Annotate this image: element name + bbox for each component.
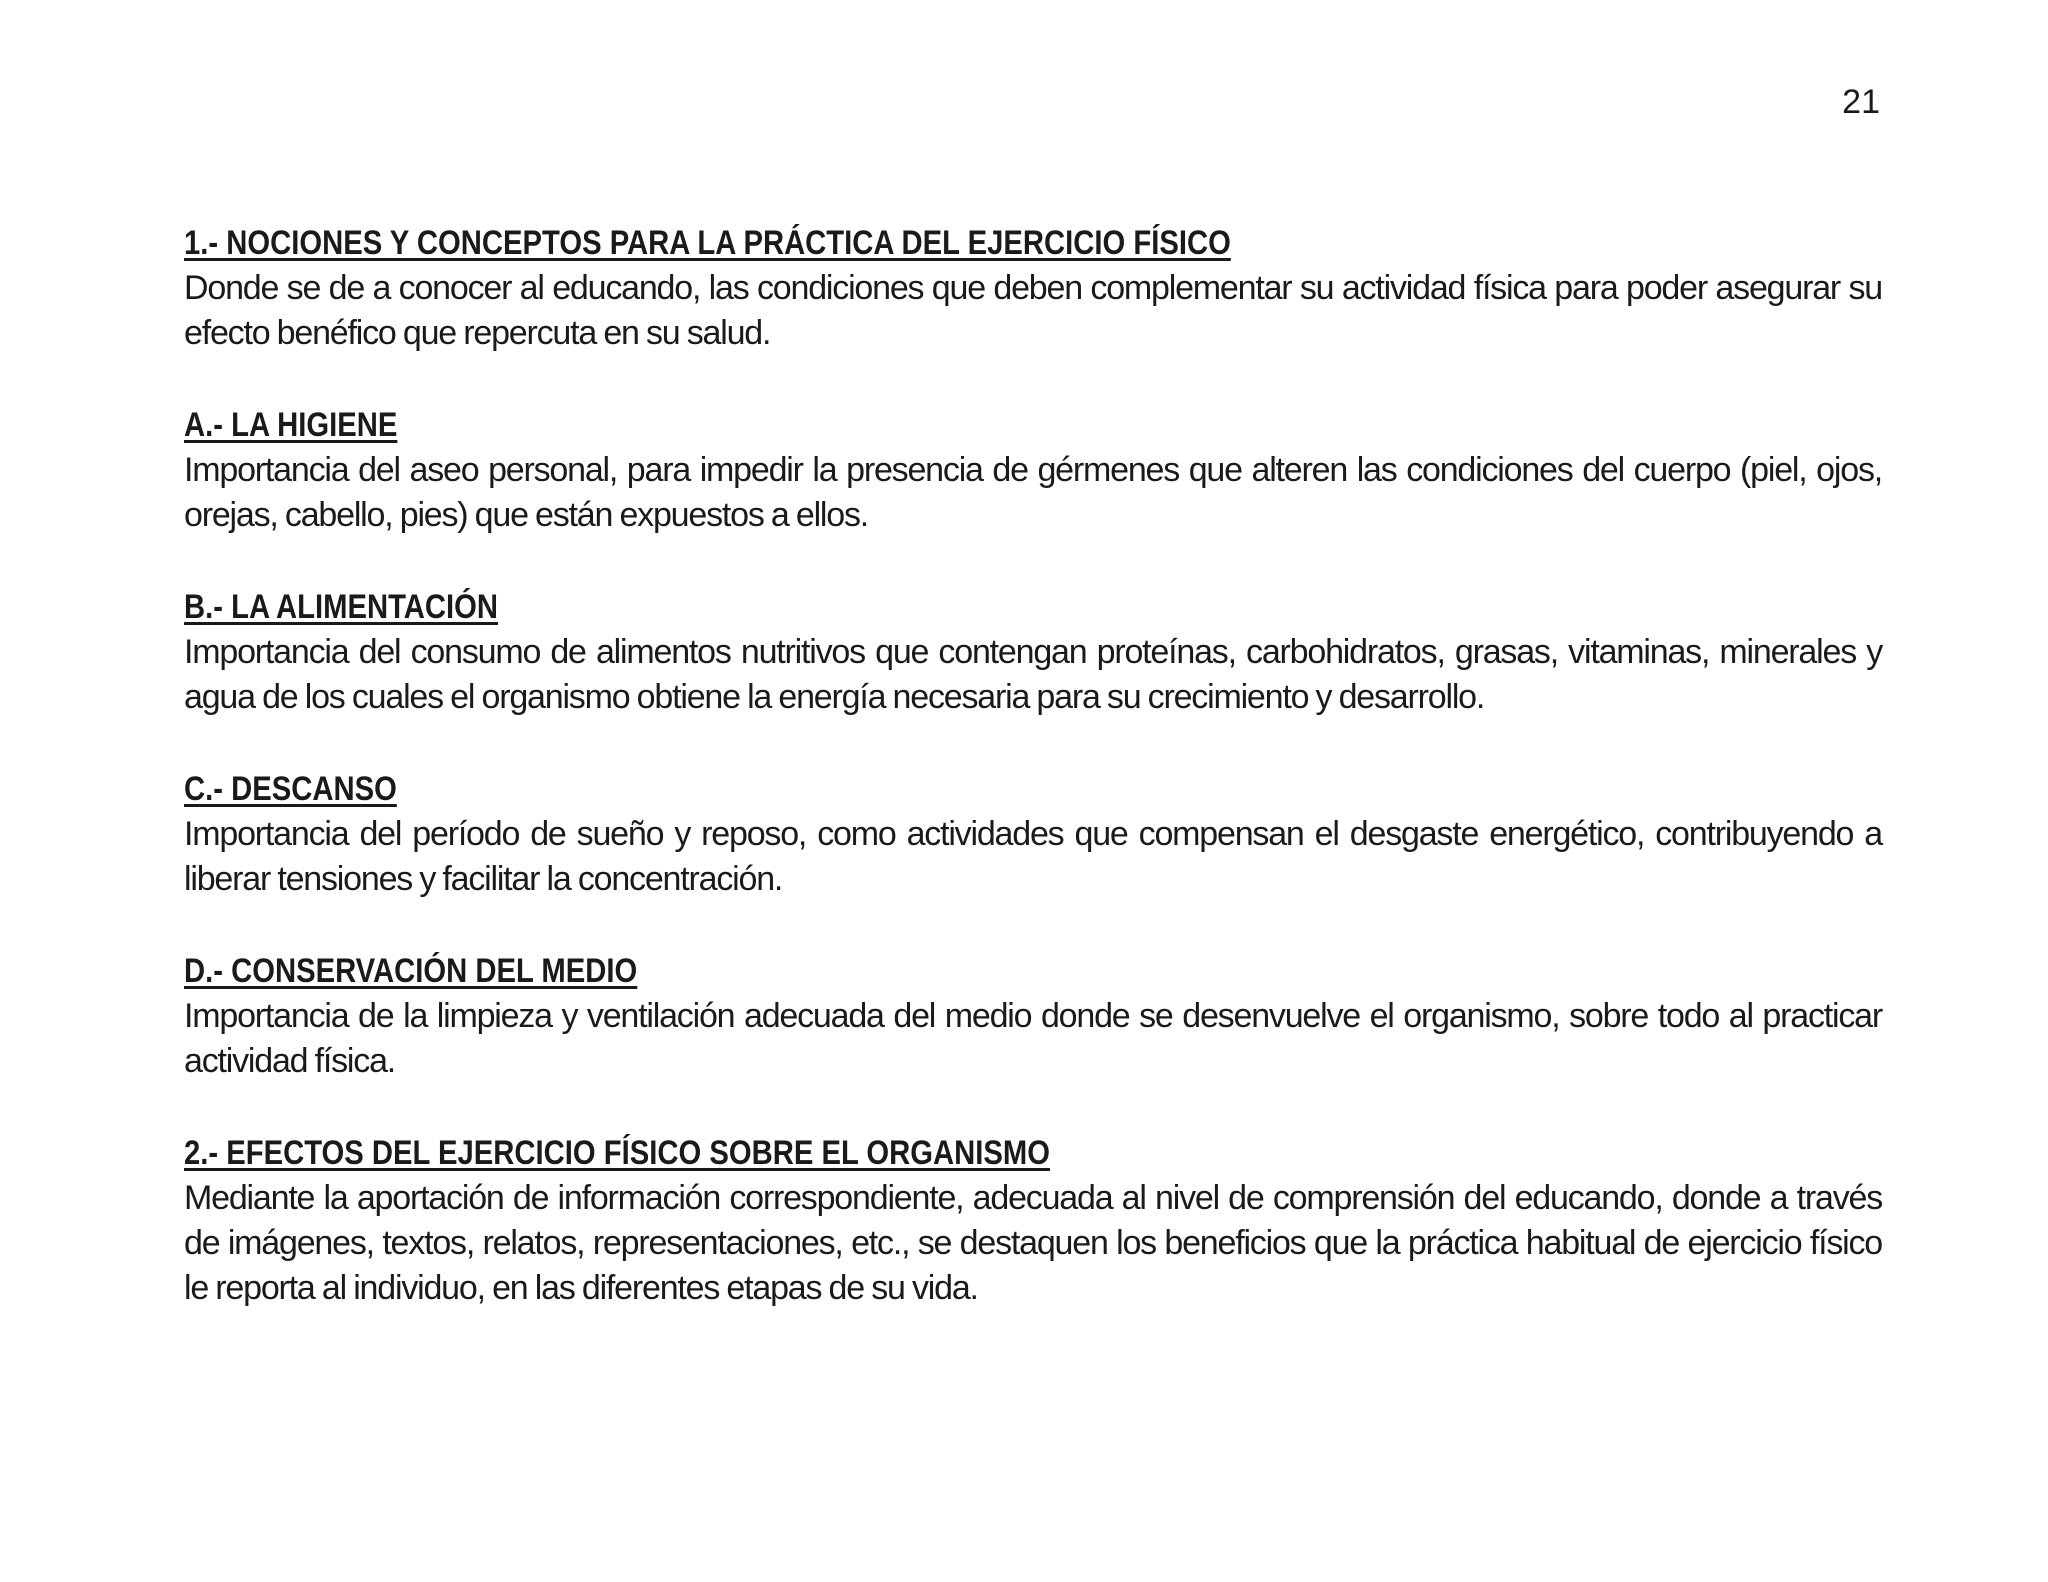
section-body: Mediante la aportación de información correspondiente, adecuada al nivel de comprensión del educando, donde a través de imágenes, textos, relatos, representaciones, etc., se destaquen los beneficios que la práctica habitual de ejercicio físico le reporta al individuo, en las diferentes etapas de su vida. <box>184 1179 1882 1307</box>
document-content <box>184 220 1882 1357</box>
section-body: Importancia del período de sueño y reposo, como actividades que compensan el desgaste energético, contribuyendo a liberar tensiones y facilitar la concentración. <box>184 815 1882 898</box>
section-conservacion-medio <box>184 948 1882 1084</box>
section-higiene <box>184 402 1882 538</box>
section-body: Importancia del aseo personal, para impedir la presencia de gérmenes que alteren las condiciones del cuerpo (piel, ojos, orejas, cabello, pies) que están expuestos a ellos. <box>184 451 1882 534</box>
section-efectos-ejercicio <box>184 1130 1882 1311</box>
section-title: B.- LA ALIMENTACIÓN <box>184 588 499 626</box>
section-title: C.- DESCANSO <box>184 770 397 808</box>
section-title: A.- LA HIGIENE <box>184 406 398 444</box>
section-body: Donde se de a conocer al educando, las condiciones que deben complementar su actividad física para poder asegurar su efecto benéfico que repercuta en su salud. <box>184 269 1882 352</box>
section-alimentacion <box>184 584 1882 720</box>
section-title: 1.- NOCIONES Y CONCEPTOS PARA LA PRÁCTICA DEL EJERCICIO FÍSICO <box>184 224 1231 262</box>
section-nociones-conceptos <box>184 220 1882 356</box>
section-title: D.- CONSERVACIÓN DEL MEDIO <box>184 952 638 990</box>
section-body: Importancia de la limpieza y ventilación adecuada del medio donde se desenvuelve el organismo, sobre todo al practicar actividad física. <box>184 997 1882 1080</box>
page-number: 21 <box>1842 83 1880 121</box>
section-title: 2.- EFECTOS DEL EJERCICIO FÍSICO SOBRE EL ORGANISMO <box>184 1134 1050 1172</box>
section-body: Importancia del consumo de alimentos nutritivos que contengan proteínas, carbohidratos, grasas, vitaminas, minerales y agua de los cuales el organismo obtiene la energía necesaria para su crecimiento y desarrollo. <box>184 633 1882 716</box>
section-descanso <box>184 766 1882 902</box>
